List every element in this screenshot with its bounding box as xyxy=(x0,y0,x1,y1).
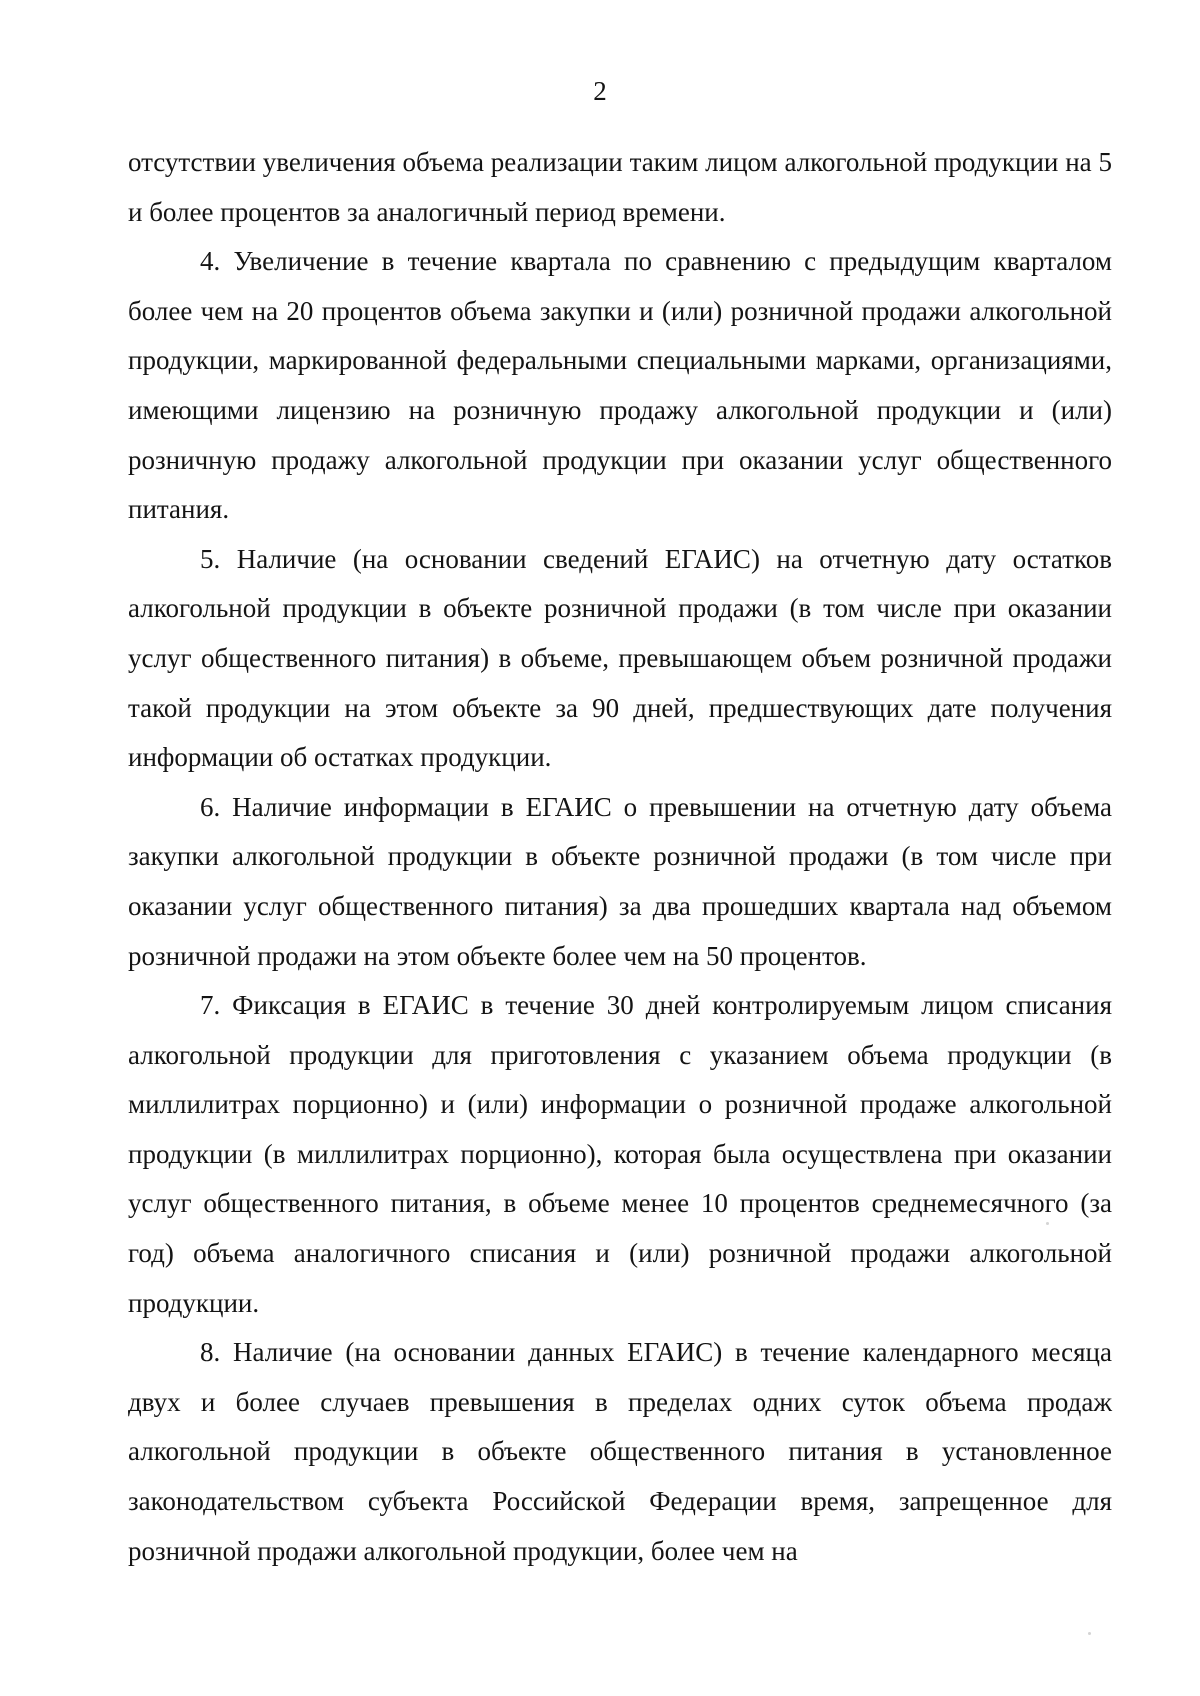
scan-speck xyxy=(1088,1632,1091,1635)
page-number: 2 xyxy=(593,76,607,106)
paragraph-item-8: 8. Наличие (на основании данных ЕГАИС) в течение календарного месяца двух и более случаев превышения в пределах одних суток объема продаж алкогольной продукции в объекте общественного питания в установленное законодательством субъекта Российской Федерации время, запрещенное для розничной продажи алкогольной продукции, более чем на xyxy=(128,1337,1112,1566)
document-body xyxy=(128,138,1112,1576)
paragraph-item-5: 5. Наличие (на основании сведений ЕГАИС) на отчетную дату остатков алкогольной продукции в объекте розничной продажи (в том числе при оказании услуг общественного питания) в объеме, превышающем объем розничной продажи такой продукции на этом объекте за 90 дней, предшествующих дате получения информации об остатках продукции. xyxy=(128,543,1112,773)
paragraph-item-6: 6. Наличие информации в ЕГАИС о превышении на отчетную дату объема закупки алкогольной продукции в объекте розничной продажи (в том числе при оказании услуг общественного питания) за два прошедших квартала над объемом розничной продажи на этом объекте более чем на 50 процентов. xyxy=(128,791,1112,971)
paragraph-item-4: 4. Увеличение в течение квартала по сравнению с предыдущим кварталом более чем на 20 процентов объема закупки и (или) розничной продажи алкогольной продукции, маркированной федеральными специальными марками, организациями, имеющими лицензию на розничную продажу алкогольной продукции и (или) розничную продажу алкогольной продукции при оказании услуг общественного питания. xyxy=(128,246,1112,525)
paragraph-item-7: 7. Фиксация в ЕГАИС в течение 30 дней контролируемым лицом списания алкогольной продукции для приготовления с указанием объема продукции (в миллилитрах порционно) и (или) информации о розничной продаже алкогольной продукции (в миллилитрах порционно), которая была осуществлена при оказании услуг общественного питания, в объеме менее 10 процентов среднемесячного (за год) объема аналогичного списания и (или) розничной продажи алкогольной продукции. xyxy=(128,990,1112,1318)
paragraph-continuation: отсутствии увеличения объема реализации таким лицом алкогольной продукции на 5 и более процентов за аналогичный период времени. xyxy=(128,147,1112,227)
scan-speck xyxy=(1046,1222,1049,1225)
